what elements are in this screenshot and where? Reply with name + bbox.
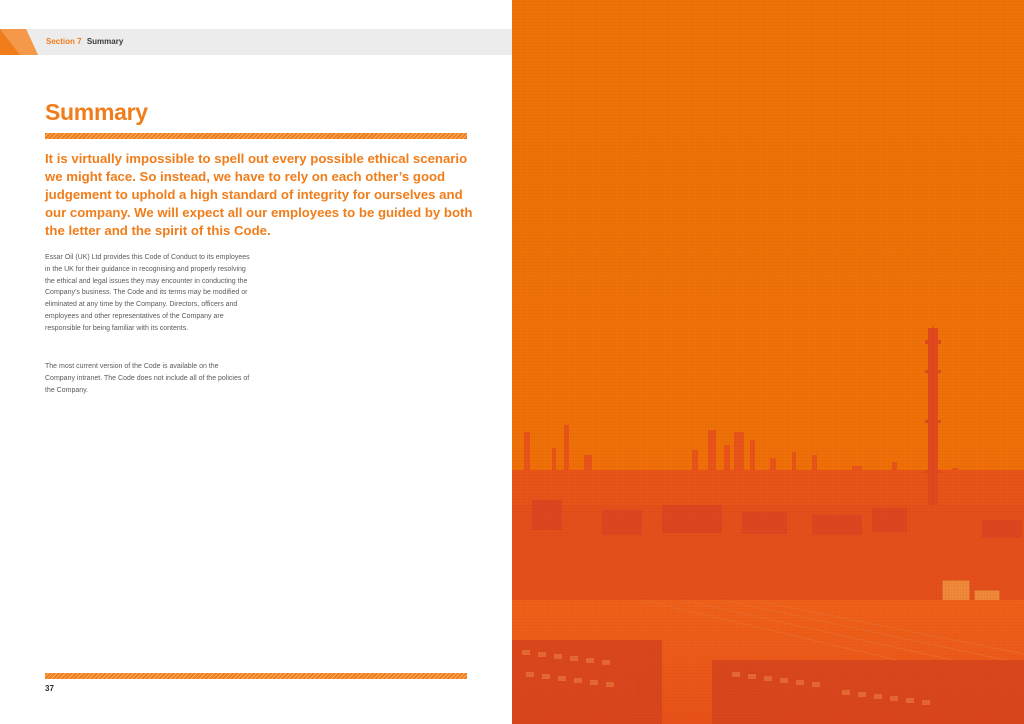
section-tab-marker [0, 29, 38, 55]
page-title: Summary [45, 99, 148, 125]
footer-divider [45, 673, 467, 679]
page-number: 37 [45, 684, 54, 693]
body-paragraph: The most current version of the Code is available on the Company intranet. The Code does not include all of the policies of the Company. [45, 363, 250, 394]
breadcrumb-section: Section 7 [46, 37, 82, 46]
intro-statement: It is virtually impossible to spell out every possible ethical scenario we might face. So instead, we have to rely on each other’s good judgement to uphold a high standard of integrity for ourselves and our company. We will expect all our employees to be guided by both the letter and the spirit of this Code. [45, 151, 473, 238]
breadcrumb [46, 37, 123, 46]
title-divider [45, 133, 467, 139]
refinery-photo [512, 0, 1024, 724]
refinery-illustration [512, 0, 1024, 724]
body-paragraph: Essar Oil (UK) Ltd provides this Code of Conduct to its employees in the UK for their guidance in recognising and properly resolving the ethical and legal issues they may encounter in conducting the Company’s business. The Code and its terms may be modified or eliminated at any time by the Company. Directors, officers and employees and other representatives of the Company are responsible for being familiar with its contents. [45, 254, 250, 332]
breadcrumb-title: Summary [86, 37, 124, 46]
